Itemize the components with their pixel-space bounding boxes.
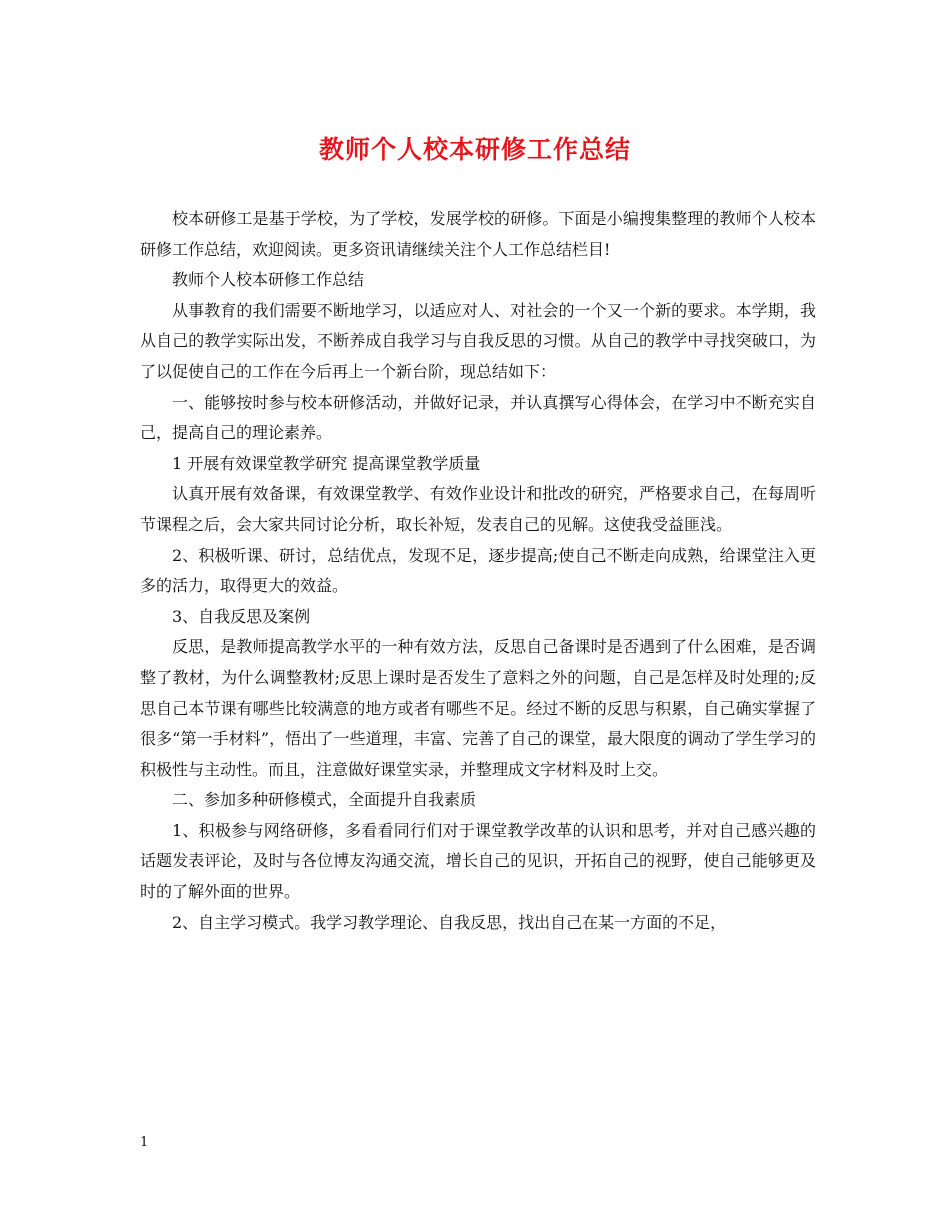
document-title: 教师个人校本研修工作总结: [318, 135, 631, 164]
paragraph-section-2-item-1: 1、积极参与网络研修，多看看同行们对于课堂教学改革的认识和思考，并对自己感兴趣的话题发表评论，及时与各位博友沟通交流，增长自己的见识，开拓自己的视野，使自己能够更及时的了解外面的世界。: [140, 820, 816, 902]
paragraph-item-1-body: 认真开展有效备课，有效课堂教学、有效作业设计和批改的研究，严格要求自己，在每周听节课程之后，会大家共同讨论分析，取长补短，发表自己的见解。这使我受益匪浅。: [140, 484, 816, 534]
paragraph-item-2: 2、积极听课、研讨，总结优点，发现不足，逐步提高;使自己不断走向成熟，给课堂注入更多的活力，取得更大的效益。: [140, 545, 816, 596]
paragraph-intro: 校本研修工是基于学校，为了学校，发展学校的研修。下面是小编搜集整理的教师个人校本研修工作总结，欢迎阅读。更多资讯请继续关注个人工作总结栏目!: [140, 209, 816, 259]
page-number: 1: [140, 1135, 149, 1150]
paragraph-section-2: 二、参加多种研修模式，全面提升自我素质: [172, 790, 477, 810]
paragraph-section-2-item-2: 2、自主学习模式。我学习教学理论、自我反思，找出自己在某一方面的不足，: [172, 912, 727, 932]
paragraph-item-3: 3、自我反思及案例: [172, 606, 311, 626]
paragraph-item-3-body: 反思，是教师提高教学水平的一种有效方法，反思自己备课时是否遇到了什么困难，是否调整了教材，为什么调整教材;反思上课时是否发生了意料之外的问题，自己是怎样及时处理的;反思自己本节课有哪些比较满意的地方或者有哪些不足。经过不断的反思与积累，自己确实掌握了很多“第一手材料”，悟出了一些道理，丰富、完善了自己的课堂，最大限度的调动了学生学习的积极性与主动性。而且，注意做好课堂实录，并整理成文字材料及时上交。: [140, 637, 816, 779]
document-body: [140, 204, 816, 938]
paragraph-section-1: 一、能够按时参与校本研修活动，并做好记录，并认真撰写心得体会，在学习中不断充实自己，提高自己的理论素养。: [140, 392, 816, 443]
paragraph-item-1: 1 开展有效课堂教学研究 提高课堂教学质量: [172, 453, 481, 473]
paragraph-subtitle: 教师个人校本研修工作总结: [172, 270, 365, 290]
paragraph-opening: 从事教育的我们需要不断地学习，以适应对人、对社会的一个又一个新的要求。本学期，我从自己的教学实际出发，不断养成自我学习与自我反思的习惯。从自己的教学中寻找突破口，为了以促使自己的工作在今后再上一个新台阶，现总结如下：: [140, 300, 816, 381]
